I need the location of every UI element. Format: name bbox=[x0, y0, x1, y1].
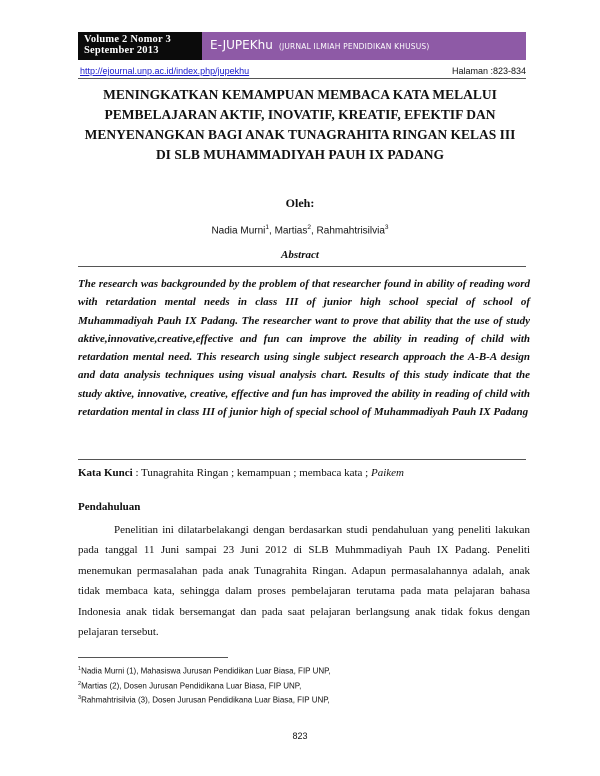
footnote bbox=[78, 678, 530, 693]
abstract-text: The research was backgrounded by the problem of that researcher found in ability of reading word with retardation mental needs in class III of junior high school special of school of Muhammadiyah Pauh IX Padang. The researcher want to prove that ability that the use of study aktive,innovative,creative,effective and fun can improve the ability in reading of child with retardation mental need. This research using single subject research approach the A-B-A design and data analysis techniques using visual analysis chart. Results of this study indicate that the study aktive, innovative, creative, effective and fun has improved the ability in reading of child with retardation mental in class III of junior high of special school of Muhammadiyah Pauh IX Padang bbox=[78, 278, 530, 419]
journal-brand bbox=[210, 38, 430, 52]
paper-title bbox=[70, 85, 530, 165]
footnote bbox=[78, 692, 530, 707]
footnote-number: 3 bbox=[78, 695, 82, 702]
volume-line: Volume 2 Nomor 3 bbox=[84, 34, 171, 45]
keywords-text: : Tunagrahita Ringan ; kemampuan ; membaca kata ; bbox=[132, 467, 371, 479]
title-line: MENINGKATKAN KEMAMPUAN MEMBACA KATA MELALUI bbox=[103, 87, 497, 102]
footnote-text: Martias (2), Dosen Jurusan Pendidikana Luar Biasa, FIP UNP, bbox=[81, 681, 302, 691]
byline-label: Oleh: bbox=[285, 196, 315, 210]
page-number: 823 bbox=[292, 731, 308, 741]
abstract-top-rule bbox=[78, 266, 526, 267]
intro-paragraph: Penelitian ini dilatarbelakangi dengan berdasarkan studi pendahuluan yang peneliti lakukan pada tanggal 11 Juni sampai 23 Juni 2012 di SLB Muhmmadiyah Pauh IX Padang. Peneliti menemukan permasalahan pada anak Tunagrahita Ringan. Adapun permasalahannya adalah, anak tidak membaca kata, sehingga dalam proses pembelajaran terutama pada mata pelajaran bahasa Indonesia anak tidak bersemangat dan pada saat pelajaran berlangsung anak tidak fokus dengan pelajaran tersebut. bbox=[78, 524, 530, 639]
journal-subtitle: (JURNAL ILMIAH PENDIDIKAN KHUSUS) bbox=[278, 42, 430, 51]
footnote bbox=[78, 663, 530, 678]
author-list: Nadia Murni$^1$, Martias$^2$, Rahmahtrisilvia$^3$ bbox=[211, 224, 389, 237]
author-footnote-ref: 3 bbox=[384, 224, 389, 231]
title-line: DI SLB MUHAMMADIYAH PAUH IX PADANG bbox=[155, 147, 445, 162]
footnote-text: Nadia Murni (1), Mahasiswa Jurusan Pendidikan Luar Biasa, FIP UNP, bbox=[81, 666, 331, 676]
author-footnote-ref: 2 bbox=[307, 224, 311, 231]
page-range: Halaman :823-834 bbox=[452, 66, 527, 76]
title-line: MENYENANGKAN BAGI ANAK TUNAGRAHITA RINGAN KELAS III bbox=[84, 127, 516, 142]
title-line: PEMBELAJARAN AKTIF, INOVATIF, KREATIF, EFEKTIF DAN bbox=[104, 107, 496, 122]
author-name: Nadia Murni bbox=[211, 225, 266, 237]
keywords bbox=[78, 467, 530, 479]
keywords-last: Paikem bbox=[370, 467, 404, 479]
author-name: Rahmahtrisilvia bbox=[316, 225, 385, 237]
date-line: September 2013 bbox=[84, 45, 159, 56]
author-footnote-ref: 1 bbox=[265, 224, 269, 231]
keywords-label: Kata Kunci bbox=[78, 467, 133, 479]
author-name: Martias bbox=[274, 225, 308, 237]
footnote-number: 2 bbox=[78, 680, 82, 687]
journal-url-link[interactable]: http://ejournal.unp.ac.id/index.php/jupekhu bbox=[80, 66, 250, 76]
journal-name: E-JUPEKhu bbox=[210, 38, 273, 52]
footnotes bbox=[78, 663, 530, 707]
abstract-heading: Abstract bbox=[281, 249, 319, 261]
abstract-bottom-rule bbox=[78, 459, 526, 460]
volume-issue bbox=[84, 34, 171, 56]
section-heading: Pendahuluan bbox=[78, 501, 141, 513]
footnote-rule bbox=[78, 657, 228, 658]
footnote-number: 1 bbox=[78, 666, 82, 672]
header-rule bbox=[78, 78, 526, 79]
footnote-text: Rahmahtrisilvia (3), Dosen Jurusan Pendidikana Luar Biasa, FIP UNP, bbox=[81, 695, 330, 705]
